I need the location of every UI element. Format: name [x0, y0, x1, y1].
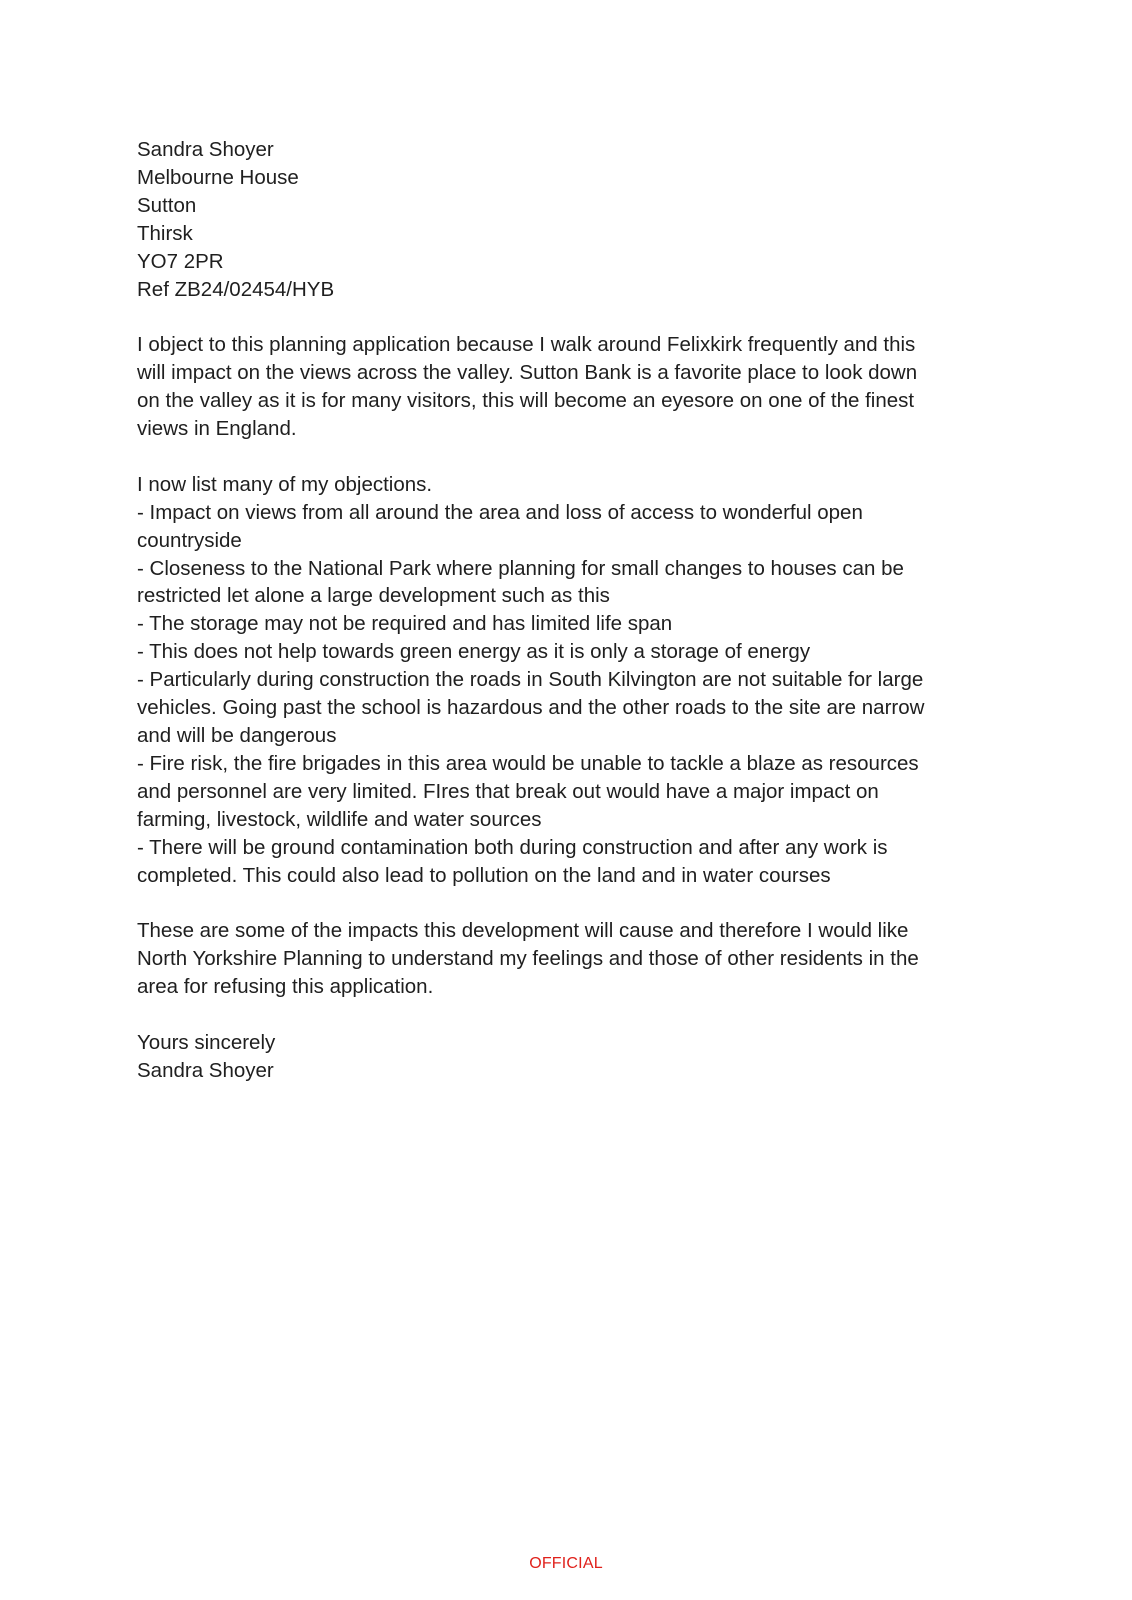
intro-line: I object to this planning application because I walk around Felixkirk frequently and this: [137, 333, 916, 357]
objections-list: [137, 471, 997, 890]
sender-address: [137, 136, 997, 303]
objection-line: - Fire risk, the fire brigades in this area would be unable to tackle a blaze as resources: [137, 751, 919, 775]
sender-town: Thirsk: [137, 221, 193, 245]
objection-line: and personnel are very limited. FIres that break out would have a major impact on: [137, 779, 879, 803]
objection-line: completed. This could also lead to pollution on the land and in water courses: [137, 863, 831, 887]
objection-line: - Impact on views from all around the area and loss of access to wonderful open: [137, 500, 863, 524]
objection-line: and will be dangerous: [137, 724, 337, 747]
objection-line: - There will be ground contamination both during construction and after any work is: [137, 835, 888, 859]
conclusion-line: These are some of the impacts this development will cause and therefore I would like: [137, 919, 909, 943]
conclusion-line: North Yorkshire Planning to understand my feelings and those of other residents in the: [137, 947, 919, 971]
sender-house: Melbourne House: [137, 165, 299, 189]
spacer: [137, 443, 997, 471]
objection-line: - Particularly during construction the roads in South Kilvington are not suitable for large: [137, 668, 924, 692]
objection-line: restricted let alone a large development such as this: [137, 584, 610, 608]
official-classification-label: OFFICIAL: [529, 1555, 603, 1572]
objection-line: - This does not help towards green energy as it is only a storage of energy: [137, 640, 811, 664]
letter-body: [137, 136, 997, 1085]
objections-heading: I now list many of my objections.: [137, 472, 433, 496]
sender-name: Sandra Shoyer: [137, 138, 274, 161]
intro-paragraph: [137, 331, 997, 443]
spacer: [137, 889, 997, 917]
intro-line: views in England.: [137, 417, 297, 441]
spacer: [137, 303, 997, 331]
intro-line: on the valley as it is for many visitors, this will become an eyesore on one of the finest: [137, 389, 915, 413]
conclusion-paragraph: [137, 917, 997, 1001]
objection-line: countryside: [137, 528, 242, 552]
signoff: [137, 1029, 997, 1085]
sender-postcode: YO7 2PR: [137, 249, 224, 273]
conclusion-line: area for refusing this application.: [137, 975, 434, 999]
closing-phrase: Yours sincerely: [137, 1030, 276, 1054]
objection-line: vehicles. Going past the school is hazardous and the other roads to the site are narrow: [137, 696, 925, 720]
signatory-name: Sandra Shoyer: [137, 1058, 274, 1082]
objection-line: - The storage may not be required and has limited life span: [137, 612, 673, 636]
application-reference: Ref ZB24/02454/HYB: [137, 277, 335, 301]
sender-village: Sutton: [137, 193, 197, 217]
objection-line: farming, livestock, wildlife and water sources: [137, 807, 542, 831]
intro-line: will impact on the views across the valley. Sutton Bank is a favorite place to look down: [137, 361, 918, 385]
spacer: [137, 1001, 997, 1029]
objection-line: - Closeness to the National Park where planning for small changes to houses can be: [137, 556, 904, 580]
